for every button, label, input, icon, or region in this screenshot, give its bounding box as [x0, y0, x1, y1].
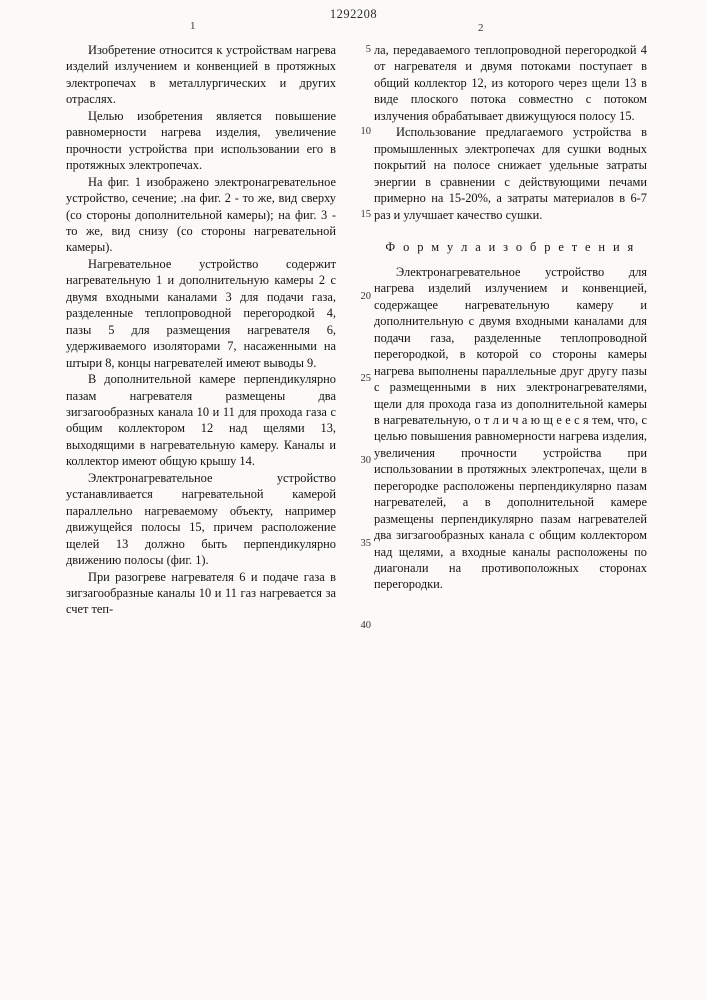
spacer [374, 223, 647, 239]
formula-paragraph: Электронагревательное устройство для нагрева изделий излучением и конвенцией, содержащее нагревательную камеру и дополнительную с двумя входными каналами для подачи газа, разделенные теплопроводной перегородкой, в которой со стороны камеры нагрева выполнены параллельные друг другу пазы с размещенными в них электронагревателями, щели для прохода газа из дополнительной камеры в нагревательную, о т л и ч а ю щ е е с я тем, что, с целью повышения равномерности нагрева изделия, увеличения прочности устройства при использовании в протяжных электропечах, щели в перегородке расположены перпендикулярно пазам нагревателей, а в дополнительной камере размещены перпендикулярно пазам нагревателей два зигзагообразных канала с общим коллектором над щелями, а входные каналы расположены по диагонали на противоположных сторонах перегородки. [374, 264, 647, 592]
line-number: 20 [360, 290, 371, 302]
line-number: 30 [360, 455, 371, 467]
line-number: 15 [360, 208, 371, 220]
line-number: 5 [365, 44, 371, 55]
paragraph: Электронагревательное устройство устанавливается нагревательной камерой параллельно нагреваемому объекту, например движущейся полосы 15, причем расположение щелей 13 должно быть перпендикулярно движению полосы (фиг. 1). [66, 470, 336, 568]
line-number: 35 [360, 537, 371, 549]
line-number: 25 [360, 373, 371, 384]
formula-heading: Ф о р м у л а и з о б р е т е н и я [385, 240, 636, 255]
paragraph: В дополнительной камере перпендикулярно пазам нагревателя размещены два зигзагообразных канала 10 и 11 для прохода газа с общим коллектором 12 над щелями 13, выходящими в нагревательную камеру. Каналы и коллектор имеют общую крышу 14. [66, 372, 336, 469]
column-right [350, 42, 707, 618]
paragraph: На фиг. 1 изображено электронагревательное устройство, сечение; .на фиг. 2 - то же, вид сверху (со стороны дополнительной камеры); на фиг. 3 - то же, вид снизу (со стороны нагревательной камеры). [66, 174, 336, 255]
text-columns [0, 42, 707, 618]
paragraph: Использование предлагаемого устройства в промышленных электропечах для сушки водных покрытий на полосе снижает удельные затраты энергии в сравнении с действующими печами примерно на 15-20%, а затраты материалов в 6-7 раз и улучшает качество сушки. [374, 125, 647, 222]
column-left [0, 42, 350, 618]
line-number: 10 [360, 126, 371, 138]
paragraph: Изобретение относится к устройствам нагрева изделий излучением и конвенцией в протяжных электропечах в металлургических и других отраслях. [66, 43, 336, 107]
column-number-right: 2 [478, 22, 484, 34]
spacer [374, 256, 647, 264]
paragraph: Нагревательное устройство содержит нагревательную 1 и дополнительную камеры 2 с двумя входными каналами 3 для подачи газа, разделенные теплопроводной перегородкой 4, пазы 5 для размещения нагревателя 6, удерживаемого изоляторами 7, насаженными на штыри 8, концы нагревателей имеют выводы 9. [66, 256, 336, 370]
paragraph: При разогреве нагревателя 6 и подаче газа в зигзагообразные каналы 10 и 11 газ нагревается за счет теп- [66, 569, 336, 617]
patent-number: 1292208 [329, 7, 378, 21]
paragraph: ла, передаваемого теплопроводной перегородкой 4 от нагревателя и двумя потоками поступает в общий коллектор 12, из которого через щели 13 в виде плоского потока совместно с потоком излучения обрабатывает движущуюся полосу 15. [374, 43, 647, 123]
line-number: 40 [360, 619, 371, 631]
paragraph: Целью изобретения является повышение равномерности нагрева изделия, увеличение прочности устройства при использовании его в протяжных электропечах. [66, 108, 336, 173]
column-number-left: 1 [190, 20, 196, 32]
